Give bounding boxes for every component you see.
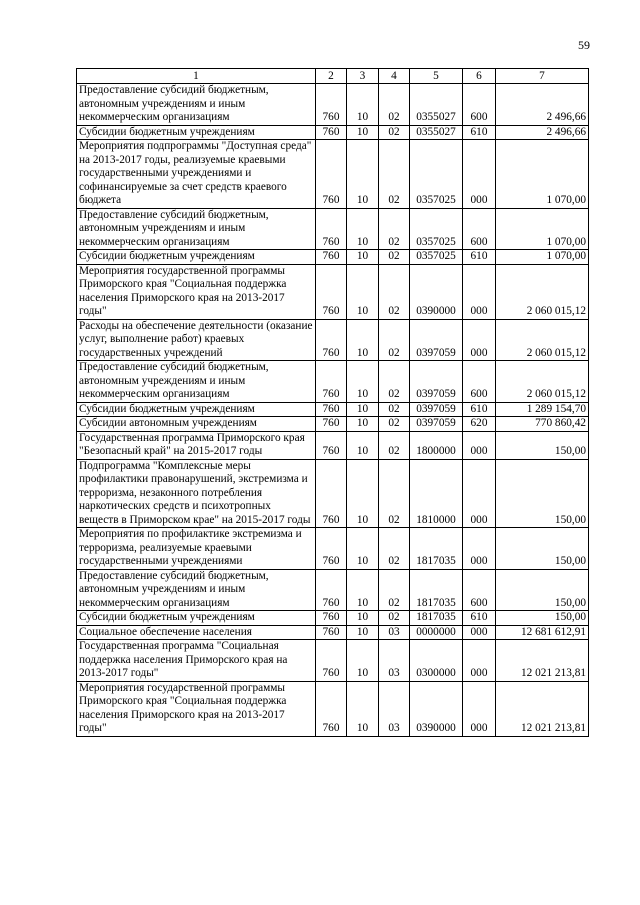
cell-col3: 10 xyxy=(347,125,379,140)
cell-col2: 760 xyxy=(316,84,347,126)
cell-col6: 600 xyxy=(463,361,496,403)
cell-col6: 000 xyxy=(463,528,496,570)
cell-col3: 10 xyxy=(347,569,379,611)
cell-amount: 150,00 xyxy=(496,431,589,459)
cell-col5: 0357025 xyxy=(410,140,463,209)
table-row xyxy=(77,417,589,432)
cell-col6: 610 xyxy=(463,402,496,417)
cell-col6: 000 xyxy=(463,264,496,319)
row-name: Мероприятия по профилактике экстремизма и терроризма, реализуемые краевыми государственными учреждениями xyxy=(77,528,316,570)
cell-col5: 0357025 xyxy=(410,208,463,250)
cell-col5: 0397059 xyxy=(410,361,463,403)
cell-col3: 10 xyxy=(347,264,379,319)
cell-col4: 02 xyxy=(379,84,410,126)
cell-amount: 150,00 xyxy=(496,611,589,626)
column-header: 2 xyxy=(316,69,347,84)
cell-col6: 000 xyxy=(463,625,496,640)
row-name: Субсидии бюджетным учреждениям xyxy=(77,402,316,417)
row-name: Мероприятия государственной программы Приморского края "Социальная поддержка населения Приморского края на 2013-2017 годы" xyxy=(77,681,316,736)
cell-col6: 610 xyxy=(463,250,496,265)
table-row xyxy=(77,528,589,570)
cell-col5: 0390000 xyxy=(410,681,463,736)
cell-amount: 150,00 xyxy=(496,569,589,611)
cell-col2: 760 xyxy=(316,140,347,209)
cell-col4: 02 xyxy=(379,459,410,528)
table-row xyxy=(77,459,589,528)
row-name: Социальное обеспечение населения xyxy=(77,625,316,640)
cell-col5: 0397059 xyxy=(410,319,463,361)
cell-col3: 10 xyxy=(347,250,379,265)
cell-col2: 760 xyxy=(316,208,347,250)
column-header: 5 xyxy=(410,69,463,84)
table-row xyxy=(77,640,589,682)
cell-col3: 10 xyxy=(347,528,379,570)
table-row xyxy=(77,361,589,403)
cell-col2: 760 xyxy=(316,528,347,570)
column-header: 3 xyxy=(347,69,379,84)
cell-col6: 600 xyxy=(463,569,496,611)
row-name: Государственная программа Приморского края "Безопасный край" на 2015-2017 годы xyxy=(77,431,316,459)
cell-col6: 620 xyxy=(463,417,496,432)
cell-col4: 02 xyxy=(379,361,410,403)
cell-col4: 02 xyxy=(379,264,410,319)
cell-col6: 000 xyxy=(463,681,496,736)
cell-amount: 2 060 015,12 xyxy=(496,264,589,319)
page-number: 59 xyxy=(578,38,590,52)
cell-col4: 02 xyxy=(379,250,410,265)
cell-col3: 10 xyxy=(347,625,379,640)
row-name: Предоставление субсидий бюджетным, автономным учреждениям и иным некоммерческим организациям xyxy=(77,569,316,611)
cell-col2: 760 xyxy=(316,125,347,140)
cell-amount: 1 070,00 xyxy=(496,250,589,265)
cell-col6: 000 xyxy=(463,319,496,361)
cell-col6: 000 xyxy=(463,431,496,459)
cell-col4: 03 xyxy=(379,625,410,640)
cell-col4: 02 xyxy=(379,140,410,209)
cell-col4: 02 xyxy=(379,611,410,626)
cell-col2: 760 xyxy=(316,611,347,626)
cell-amount: 2 496,66 xyxy=(496,125,589,140)
cell-col6: 610 xyxy=(463,611,496,626)
cell-col5: 1800000 xyxy=(410,431,463,459)
cell-col2: 760 xyxy=(316,319,347,361)
cell-col5: 1817035 xyxy=(410,528,463,570)
cell-col6: 600 xyxy=(463,84,496,126)
table-row xyxy=(77,264,589,319)
cell-col2: 760 xyxy=(316,459,347,528)
cell-amount: 1 070,00 xyxy=(496,208,589,250)
cell-col5: 0355027 xyxy=(410,125,463,140)
cell-col2: 760 xyxy=(316,417,347,432)
cell-col4: 02 xyxy=(379,402,410,417)
cell-col6: 000 xyxy=(463,640,496,682)
cell-col3: 10 xyxy=(347,681,379,736)
cell-col2: 760 xyxy=(316,431,347,459)
row-name: Субсидии бюджетным учреждениям xyxy=(77,611,316,626)
cell-col6: 000 xyxy=(463,459,496,528)
row-name: Расходы на обеспечение деятельности (оказание услуг, выполнение работ) краевых государственных учреждений xyxy=(77,319,316,361)
cell-col3: 10 xyxy=(347,140,379,209)
cell-amount: 1 070,00 xyxy=(496,140,589,209)
cell-col3: 10 xyxy=(347,459,379,528)
cell-col2: 760 xyxy=(316,569,347,611)
cell-col6: 600 xyxy=(463,208,496,250)
cell-col2: 760 xyxy=(316,402,347,417)
cell-amount: 2 496,66 xyxy=(496,84,589,126)
cell-col5: 0300000 xyxy=(410,640,463,682)
cell-col4: 02 xyxy=(379,417,410,432)
row-name: Субсидии бюджетным учреждениям xyxy=(77,125,316,140)
cell-col4: 03 xyxy=(379,681,410,736)
cell-col4: 02 xyxy=(379,319,410,361)
table-row xyxy=(77,140,589,209)
cell-amount: 2 060 015,12 xyxy=(496,319,589,361)
cell-amount: 150,00 xyxy=(496,459,589,528)
cell-col5: 1810000 xyxy=(410,459,463,528)
table-header-row xyxy=(77,69,589,84)
row-name: Мероприятия подпрограммы "Доступная среда" на 2013-2017 годы, реализуемые краевыми государственными учреждениями и софинансируемые за счет средств краевого бюджета xyxy=(77,140,316,209)
cell-amount: 770 860,42 xyxy=(496,417,589,432)
cell-col4: 02 xyxy=(379,569,410,611)
table-row xyxy=(77,402,589,417)
column-header: 7 xyxy=(496,69,589,84)
cell-amount: 150,00 xyxy=(496,528,589,570)
row-name: Мероприятия государственной программы Приморского края "Социальная поддержка населения Приморского края на 2013-2017 годы" xyxy=(77,264,316,319)
cell-col5: 0397059 xyxy=(410,402,463,417)
table-row xyxy=(77,681,589,736)
cell-col4: 02 xyxy=(379,528,410,570)
cell-col5: 0397059 xyxy=(410,417,463,432)
cell-amount: 12 681 612,91 xyxy=(496,625,589,640)
row-name: Предоставление субсидий бюджетным, автономным учреждениям и иным некоммерческим организациям xyxy=(77,208,316,250)
row-name: Субсидии бюджетным учреждениям xyxy=(77,250,316,265)
cell-col5: 0355027 xyxy=(410,84,463,126)
cell-col4: 02 xyxy=(379,431,410,459)
table-row xyxy=(77,208,589,250)
cell-col2: 760 xyxy=(316,361,347,403)
cell-col2: 760 xyxy=(316,264,347,319)
cell-col3: 10 xyxy=(347,84,379,126)
cell-col2: 760 xyxy=(316,250,347,265)
cell-col5: 0357025 xyxy=(410,250,463,265)
cell-col2: 760 xyxy=(316,681,347,736)
cell-col4: 02 xyxy=(379,125,410,140)
column-header: 4 xyxy=(379,69,410,84)
cell-col3: 10 xyxy=(347,640,379,682)
table-row xyxy=(77,319,589,361)
cell-col6: 610 xyxy=(463,125,496,140)
row-name: Государственная программа "Социальная поддержка населения Приморского края на 2013-2017 годы" xyxy=(77,640,316,682)
cell-col2: 760 xyxy=(316,625,347,640)
cell-col3: 10 xyxy=(347,361,379,403)
table-row xyxy=(77,250,589,265)
column-header: 6 xyxy=(463,69,496,84)
cell-col3: 10 xyxy=(347,431,379,459)
table-row xyxy=(77,625,589,640)
row-name: Предоставление субсидий бюджетным, автономным учреждениям и иным некоммерческим организациям xyxy=(77,361,316,403)
cell-amount: 1 289 154,70 xyxy=(496,402,589,417)
cell-col3: 10 xyxy=(347,417,379,432)
table-row xyxy=(77,569,589,611)
cell-col5: 1817035 xyxy=(410,569,463,611)
cell-amount: 2 060 015,12 xyxy=(496,361,589,403)
cell-col5: 0000000 xyxy=(410,625,463,640)
cell-col2: 760 xyxy=(316,640,347,682)
row-name: Субсидии автономным учреждениям xyxy=(77,417,316,432)
table-row xyxy=(77,431,589,459)
cell-col4: 02 xyxy=(379,208,410,250)
cell-col6: 000 xyxy=(463,140,496,209)
cell-col5: 1817035 xyxy=(410,611,463,626)
cell-amount: 12 021 213,81 xyxy=(496,640,589,682)
budget-table xyxy=(76,68,589,737)
table-row xyxy=(77,125,589,140)
cell-amount: 12 021 213,81 xyxy=(496,681,589,736)
column-header: 1 xyxy=(77,69,316,84)
table-row xyxy=(77,84,589,126)
cell-col3: 10 xyxy=(347,319,379,361)
row-name: Подпрограмма "Комплексные меры профилактики правонарушений, экстремизма и терроризма, незаконного потребления наркотических средств и психотропных веществ в Приморском крае" на 2015-2017 годы xyxy=(77,459,316,528)
cell-col3: 10 xyxy=(347,402,379,417)
cell-col5: 0390000 xyxy=(410,264,463,319)
cell-col3: 10 xyxy=(347,208,379,250)
cell-col4: 03 xyxy=(379,640,410,682)
cell-col3: 10 xyxy=(347,611,379,626)
table-row xyxy=(77,611,589,626)
row-name: Предоставление субсидий бюджетным, автономным учреждениям и иным некоммерческим организациям xyxy=(77,84,316,126)
